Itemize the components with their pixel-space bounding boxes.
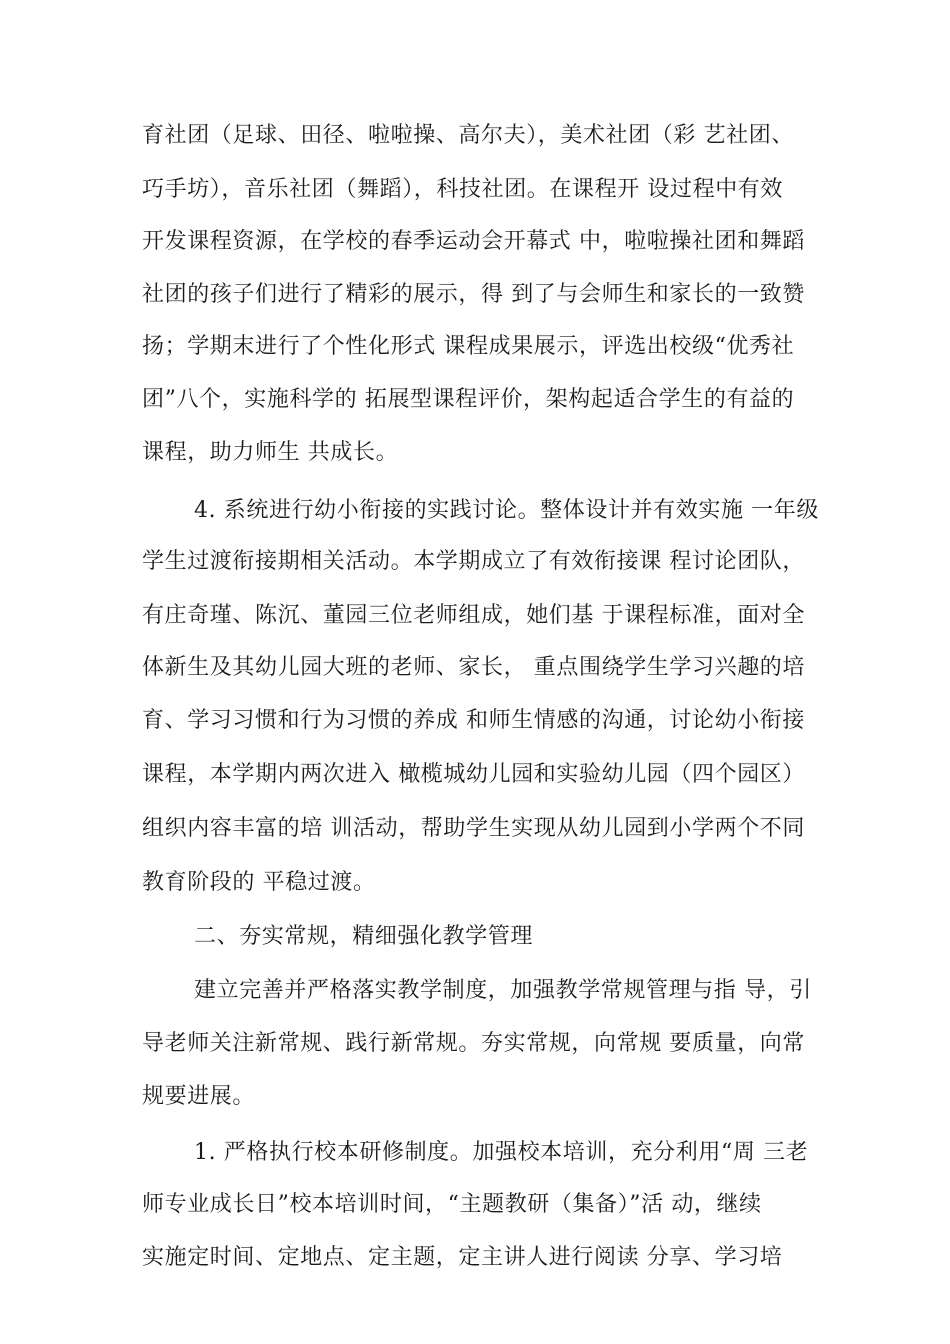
text-line: 组织内容丰富的培 训活动，帮助学生实现从幼儿园到小学两个不同 [142, 816, 805, 841]
text-line: 开发课程资源，在学校的春季运动会开幕式 中，啦啦操社团和舞蹈 [142, 229, 805, 254]
text-line: 规要进展。 [142, 1084, 256, 1109]
text-line: 导老师关注新常规、践行新常规。夯实常规，向常规 要质量，向常 [142, 1031, 805, 1056]
text-line: 巧手坊），音乐社团（舞蹈），科技社团。在课程开 设过程中有效 [142, 177, 783, 202]
text-line: 实施定时间、定地点、定主题，定主讲人进行阅读 分享、学习培 [142, 1245, 783, 1270]
paragraph-first-line: 1. 严格执行校本研修制度。加强校本培训，充分利用“周 三老 [194, 1140, 809, 1165]
text-line: 有庄奇瑾、陈沉、董园三位老师组成，她们基 于课程标准，面对全 [142, 603, 805, 628]
text-line: 学生过渡衔接期相关活动。本学期成立了有效衔接课 程讨论团队， [142, 549, 805, 574]
text-line: 育社团（足球、田径、啦啦操、高尔夫），美术社团（彩 艺社团、 [142, 123, 794, 148]
text-line: 课程，本学期内两次进入 橄榄城幼儿园和实验幼儿园（四个园区） [142, 762, 805, 787]
text-line: 教育阶段的 平稳过渡。 [142, 870, 376, 895]
text-line: 扬；学期末进行了个性化形式 课程成果展示，评选出校级“优秀社 [142, 334, 795, 359]
text-line: 体新生及其幼儿园大班的老师、家长， 重点围绕学生学习兴趣的培 [142, 655, 805, 680]
text-line: 课程，助力师生 共成长。 [142, 440, 399, 465]
text-line: 团”八个，实施科学的 拓展型课程评价，架构起适合学生的有益的 [142, 387, 795, 412]
text-line: 师专业成长日”校本培训时间，“主题教研（集备）”活 动，继续 [142, 1192, 762, 1217]
text-line: 育、学习习惯和行为习惯的养成 和师生情感的沟通，讨论幼小衔接 [142, 708, 805, 733]
paragraph-first-line: 4. 系统进行幼小衔接的实践讨论。整体设计并有效实施 一年级 [194, 498, 819, 523]
text-line: 社团的孩子们进行了精彩的展示，得 到了与会师生和家长的一致赞 [142, 282, 805, 307]
paragraph-first-line: 建立完善并严格落实教学制度，加强教学常规管理与指 导，引 [194, 978, 812, 1003]
section-heading: 二、夯实常规，精细强化教学管理 [194, 924, 534, 949]
